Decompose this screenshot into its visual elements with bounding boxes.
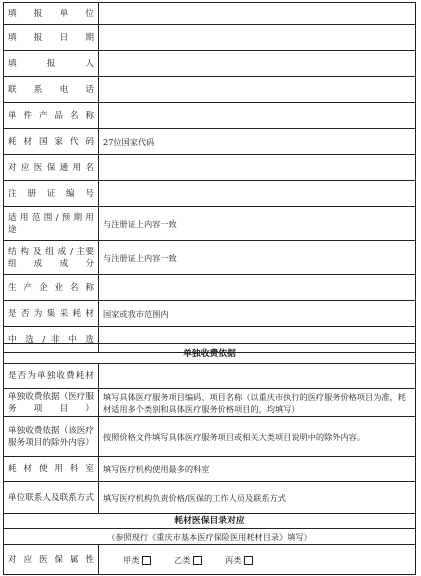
field-label: 对应医保属性 [4,545,99,575]
table-row [4,389,416,417]
field-label: 注 册 证 编 号 [4,181,99,207]
table-row [4,207,416,241]
field-value[interactable]: 填写医疗机构负责价格/医保的工作人员及联系方式 [99,482,416,514]
field-value[interactable] [99,3,416,25]
table-row [4,417,416,457]
field-label: 联 系 电 话 [4,77,99,103]
field-value[interactable]: 填写医疗机构使用最多的科室 [99,457,416,482]
field-label: 填 报 日 期 [4,25,99,51]
field-label: 是否为集采耗材 [4,301,99,327]
charging-section-header-row [4,344,416,364]
table-row [4,3,416,25]
field-value[interactable] [99,155,416,181]
table-row [4,301,416,327]
field-value[interactable] [99,51,416,77]
field-label: 适 用 范 围 / 预 期 用 途 [4,207,99,241]
charging-basis-table [3,343,416,575]
field-value[interactable] [99,181,416,207]
field-label: 耗材使用科室 [4,457,99,482]
insurance-class-options [99,545,416,575]
field-value[interactable] [99,25,416,51]
field-label: 中 选 / 非 中 选 [4,327,99,353]
table-row [4,129,416,155]
catalog-note: （参照现行《重庆市基本医疗保险医用耗材目录》填写） [4,529,416,545]
table-row [4,181,416,207]
table-row [4,457,416,482]
field-label: 填 报 人 [4,51,99,77]
table-row [4,364,416,389]
catalog-note-row [4,529,416,545]
option-label: 丙类 [225,554,242,565]
field-value[interactable]: 27位国家代码 [99,129,416,155]
field-label: 对应医保通用名 [4,155,99,181]
checkbox-class-c[interactable] [244,556,253,565]
table-row [4,51,416,77]
field-label: 单独收费依据（该医疗服务项目的除外内容） [4,417,99,457]
field-label: 单件产品名称 [4,103,99,129]
insurance-attribute-row [4,545,416,575]
field-label: 耗材国家代码 [4,129,99,155]
option-label: 甲类 [123,554,140,565]
field-value[interactable]: 国家或我市范围内 [99,301,416,327]
charging-section-title: 单独收费依据 [4,344,416,364]
field-value[interactable] [99,275,416,301]
option-class-c [225,555,259,565]
option-class-b [174,555,208,565]
field-value[interactable] [99,77,416,103]
table-row [4,155,416,181]
table-row [4,241,416,275]
option-class-a [123,555,157,565]
checkbox-class-b[interactable] [193,556,202,565]
field-label: 生产企业名称 [4,275,99,301]
field-value[interactable]: 与注册证上内容一致 [99,207,416,241]
field-value[interactable] [99,103,416,129]
table-row [4,482,416,514]
field-value[interactable]: 按照价格文件填写具体医疗服务项目或相关大类项目说明中的除外内容。 [99,417,416,457]
field-label: 单位联系人及联系方式 [4,482,99,514]
field-label: 单独收费依据（医疗服务项目） [4,389,99,417]
field-value[interactable] [99,364,416,389]
table-row [4,25,416,51]
field-label: 结 构 及 组 成 / 主要组成成分 [4,241,99,275]
field-value[interactable]: 填写具体医疗服务项目编码、项目名称（以重庆市执行的医疗服务价格项目为准，耗材适用多个类别和具体医疗服务价格项目的，均填写） [99,389,416,417]
catalog-section-header-row [4,514,416,529]
product-info-table [3,2,416,353]
field-label: 是否为单独收费耗材 [4,364,99,389]
field-value[interactable]: 与注册证上内容一致 [99,241,416,275]
table-row [4,103,416,129]
table-row [4,77,416,103]
option-label: 乙类 [174,554,191,565]
checkbox-class-a[interactable] [142,556,151,565]
table-row [4,275,416,301]
catalog-section-title: 耗材医保目录对应 [4,514,416,529]
field-label: 填 报 单 位 [4,3,99,25]
